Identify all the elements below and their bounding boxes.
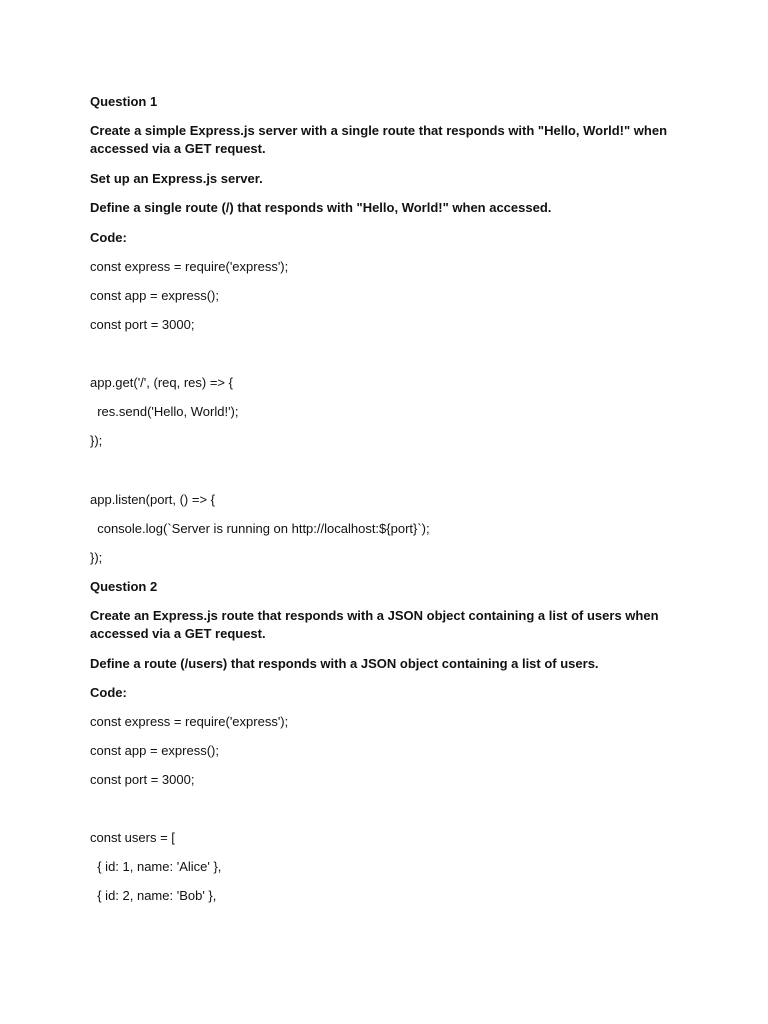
code-line: res.send('Hello, World!'); [90,404,239,419]
code-line: }); [90,550,103,565]
code-line: console.log(`Server is running on http://localhost:${port}`); [90,521,430,536]
code-line: { id: 2, name: 'Bob' }, [90,888,217,903]
code-line: app.get('/', (req, res) => { [90,375,233,390]
question-1-step-1: Set up an Express.js server. [90,171,263,186]
code-line: const app = express(); [90,743,219,758]
code-line: const port = 3000; [90,317,195,332]
question-2-step-1: Define a route (/users) that responds with a JSON object containing a list of users. [90,656,599,671]
question-2-heading: Question 2 [90,579,158,594]
code-line: const port = 3000; [90,772,195,787]
question-1-prompt: Create a simple Express.js server with a single route that responds with "Hello, World!" when accessed via a GET request. [90,123,668,156]
code-line: const express = require('express'); [90,259,289,274]
code-line: { id: 1, name: 'Alice' }, [90,859,222,874]
question-1-code-label: Code: [90,230,127,245]
code-line: const express = require('express'); [90,714,289,729]
code-line: const app = express(); [90,288,219,303]
code-line: app.listen(port, () => { [90,492,216,507]
question-1-heading: Question 1 [90,94,158,109]
question-1-step-2: Define a single route (/) that responds with "Hello, World!" when accessed. [90,200,552,215]
question-2-prompt: Create an Express.js route that responds with a JSON object containing a list of users when accessed via a GET request. [90,608,659,641]
question-2-code-label: Code: [90,685,127,700]
code-line: }); [90,433,103,448]
code-line: const users = [ [90,830,175,845]
